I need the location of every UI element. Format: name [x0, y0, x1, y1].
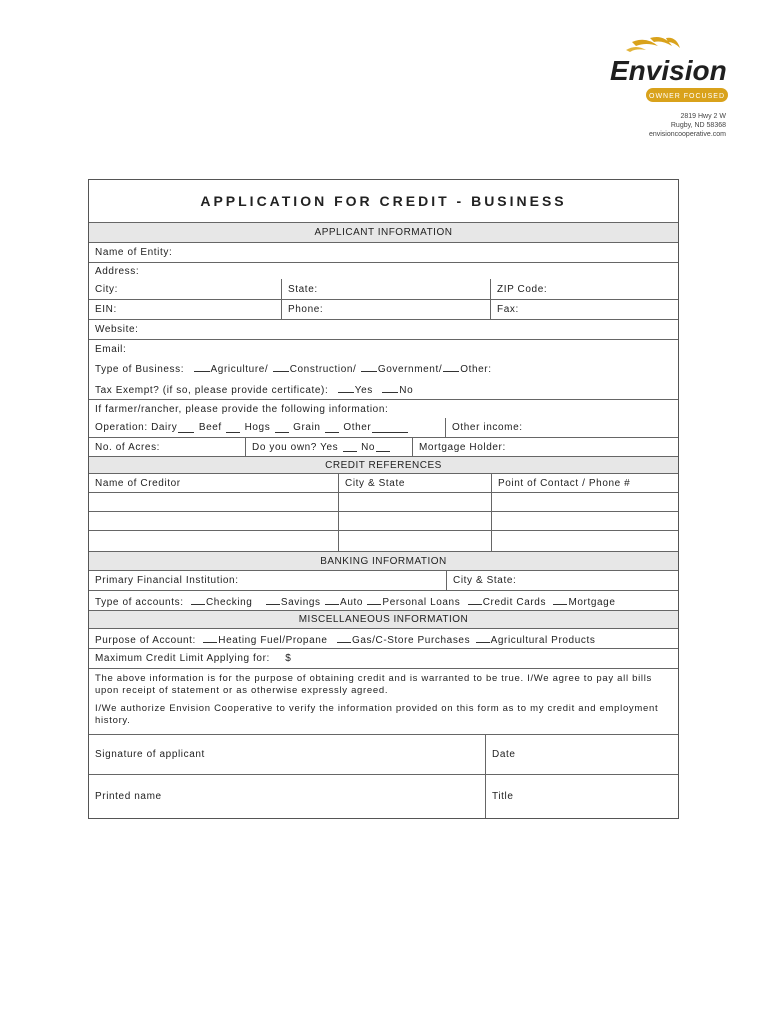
auto-blank[interactable]: [325, 595, 339, 605]
account-types-row: [89, 591, 678, 611]
creditor-city-cell[interactable]: [338, 531, 491, 551]
operation-row: [89, 418, 678, 438]
mortgage-holder-field[interactable]: Mortgage Holder:: [412, 438, 678, 456]
construction-option: Construction/: [289, 364, 357, 375]
purpose-line: [95, 633, 595, 646]
operation-cell: [89, 418, 445, 437]
website-label: Website:: [95, 324, 139, 335]
creditor-col-header: Name of Creditor: [95, 477, 181, 489]
construction-blank[interactable]: [273, 362, 289, 372]
mortgage-blank[interactable]: [553, 595, 567, 605]
creditor-cell[interactable]: [89, 531, 338, 551]
misc-info-header: MISCELLANEOUS INFORMATION: [89, 611, 678, 629]
other-income-field[interactable]: Other income:: [445, 418, 678, 437]
tax-no-blank[interactable]: [382, 383, 398, 393]
ag-products-option: Agricultural Products: [490, 635, 596, 646]
signature-row: [89, 735, 678, 775]
tax-exempt-row: [89, 378, 678, 400]
operation-dairy-label: Operation: Dairy: [95, 422, 178, 433]
business-type-label: Type of Business:: [95, 364, 185, 375]
credit-application-form: [88, 179, 679, 819]
bank-city-state-field[interactable]: City & State:: [446, 571, 678, 590]
creditor-city-cell[interactable]: [338, 493, 491, 511]
account-types-label: Type of accounts:: [95, 597, 184, 608]
credit-row-3: [89, 531, 678, 552]
heating-option: Heating Fuel/Propane: [218, 635, 328, 646]
creditor-contact-cell[interactable]: [491, 512, 678, 530]
svg-text:OWNER FOCUSED: OWNER FOCUSED: [649, 93, 725, 100]
checking-blank[interactable]: [191, 595, 205, 605]
government-blank[interactable]: [361, 362, 377, 372]
credit-cards-option: Credit Cards: [482, 597, 547, 608]
personal-loans-option: Personal Loans: [382, 597, 461, 608]
envision-logo: [606, 34, 730, 106]
gas-blank[interactable]: [337, 633, 351, 643]
city-state-col-header: City & State: [338, 474, 491, 492]
business-type-line: [95, 362, 492, 375]
own-question: Do you own? Yes: [252, 441, 339, 453]
date-field[interactable]: Date: [485, 735, 678, 774]
address-line-2: Rugby, ND 58368: [670, 122, 726, 129]
credit-header-row: [89, 474, 678, 493]
tax-exempt-label: Tax Exempt? (if so, please provide certificate):: [95, 385, 329, 396]
max-limit-row[interactable]: [89, 649, 678, 669]
farmer-note: If farmer/rancher, please provide the following information:: [95, 403, 389, 415]
hogs-label: Hogs: [244, 422, 271, 433]
tax-yes-blank[interactable]: [338, 383, 354, 393]
max-limit-line: [95, 653, 291, 664]
entity-name-row[interactable]: [89, 243, 678, 263]
own-no-label: No: [361, 441, 376, 453]
acres-field[interactable]: No. of Acres:: [95, 441, 161, 453]
creditor-city-cell[interactable]: [338, 512, 491, 530]
company-website: envisioncooperative.com: [648, 131, 726, 138]
email-label: Email:: [95, 343, 127, 355]
heating-blank[interactable]: [203, 633, 217, 643]
statement-agreement: The above information is for the purpose of obtaining credit and is warranted to be true. I/We agree to pay all bills upon receipt of statement or as otherwise expressly agreed.: [95, 673, 652, 696]
credit-row-1: [89, 493, 678, 512]
city-state-zip-row: [89, 279, 678, 300]
contact-col-header: Point of Contact / Phone #: [491, 474, 678, 492]
hogs-blank[interactable]: [275, 423, 289, 433]
other-blank[interactable]: [443, 362, 459, 372]
purpose-row: [89, 629, 678, 649]
farmer-note-row: [89, 400, 678, 418]
ein-field[interactable]: EIN:: [95, 304, 117, 315]
grain-blank[interactable]: [325, 423, 339, 433]
acres-row: [89, 438, 678, 457]
other-option: Other:: [460, 364, 492, 375]
mortgage-option: Mortgage: [568, 597, 616, 608]
other-operation-blank[interactable]: [372, 423, 408, 433]
title-field[interactable]: Title: [485, 775, 678, 818]
signature-field[interactable]: Signature of applicant: [95, 749, 205, 760]
personal-loans-blank[interactable]: [367, 595, 381, 605]
company-address: [649, 112, 726, 139]
ein-phone-fax-row: [89, 300, 678, 320]
auto-option: Auto: [340, 597, 364, 608]
creditor-contact-cell[interactable]: [491, 531, 678, 551]
address-row[interactable]: [89, 263, 678, 279]
tax-yes-option: Yes: [354, 385, 373, 396]
other-label: Other: [343, 422, 372, 433]
address-line-1: 2819 Hwy 2 W: [680, 113, 726, 120]
account-types-line: [95, 595, 615, 608]
fax-field[interactable]: Fax:: [490, 300, 678, 319]
statement-authorization: I/We authorize Envision Cooperative to verify the information provided on this form as to my credit and employment history.: [95, 703, 659, 726]
address-label: Address:: [95, 265, 140, 277]
agriculture-blank[interactable]: [194, 362, 210, 372]
statements-block: [89, 669, 678, 735]
agriculture-option: Agriculture/: [210, 364, 269, 375]
credit-references-header: CREDIT REFERENCES: [89, 457, 678, 474]
own-no-blank[interactable]: [376, 442, 390, 452]
business-type-row: [89, 358, 678, 378]
form-title: APPLICATION FOR CREDIT - BUSINESS: [89, 180, 678, 223]
phone-field[interactable]: Phone:: [281, 300, 490, 319]
tax-exempt-line: [95, 383, 413, 396]
grain-label: Grain: [293, 422, 321, 433]
own-cell: [245, 438, 412, 456]
banking-info-header: BANKING INFORMATION: [89, 552, 678, 571]
beef-blank[interactable]: [226, 423, 240, 433]
beef-label: Beef: [198, 422, 222, 433]
printed-name-field[interactable]: Printed name: [95, 791, 162, 802]
applicant-info-header: APPLICANT INFORMATION: [89, 223, 678, 243]
wheat-logo-icon: [606, 34, 730, 106]
government-option: Government/: [377, 364, 443, 375]
zip-field[interactable]: ZIP Code:: [490, 279, 678, 299]
city-field[interactable]: City:: [95, 283, 118, 295]
gas-option: Gas/C-Store Purchases: [351, 635, 471, 646]
creditor-contact-cell[interactable]: [491, 493, 678, 511]
savings-option: Savings: [280, 597, 321, 608]
entity-name-label: Name of Entity:: [95, 247, 173, 258]
ag-products-blank[interactable]: [476, 633, 490, 643]
dollar-sign: $: [285, 653, 292, 664]
svg-text:Envision: Envision: [610, 55, 727, 86]
website-row[interactable]: [89, 320, 678, 340]
creditor-cell[interactable]: [89, 493, 338, 511]
state-field[interactable]: State:: [281, 279, 490, 299]
dairy-blank[interactable]: [178, 423, 194, 433]
creditor-cell[interactable]: [89, 512, 338, 530]
institution-row: [89, 571, 678, 591]
own-yes-blank[interactable]: [343, 442, 357, 452]
checking-option: Checking: [205, 597, 253, 608]
printed-name-row: [89, 775, 678, 818]
email-row[interactable]: [89, 340, 678, 358]
purpose-label: Purpose of Account:: [95, 635, 196, 646]
max-limit-label: Maximum Credit Limit Applying for:: [95, 653, 270, 664]
tax-no-option: No: [399, 385, 414, 396]
savings-blank[interactable]: [266, 595, 280, 605]
credit-row-2: [89, 512, 678, 531]
primary-institution-field[interactable]: Primary Financial Institution:: [95, 575, 239, 586]
credit-cards-blank[interactable]: [468, 595, 482, 605]
